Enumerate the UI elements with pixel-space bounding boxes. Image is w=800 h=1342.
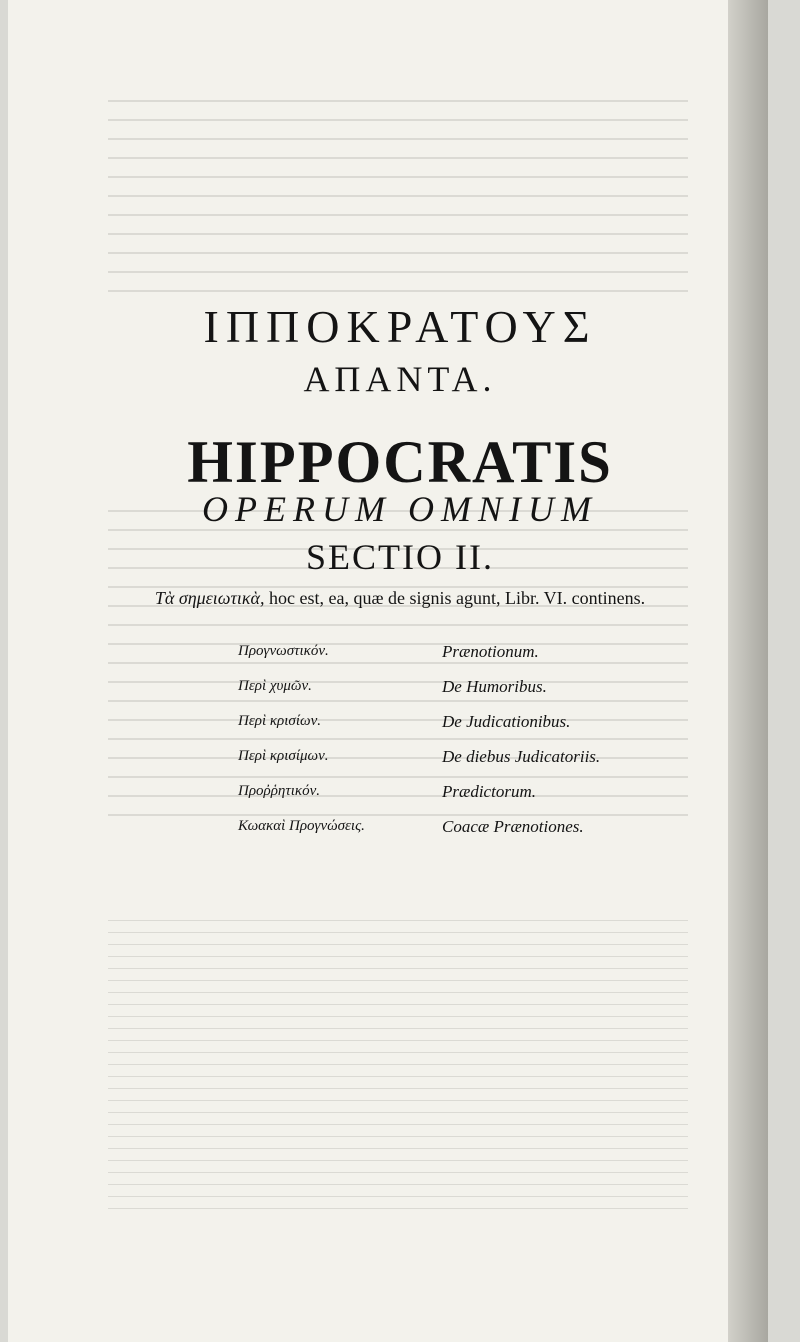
bleed-through-lower — [108, 920, 688, 1220]
contents-row — [238, 704, 638, 739]
intro-line — [0, 588, 800, 609]
intro-latin-text: hoc est, ea, quæ de signis agunt, Libr. VI. continens. — [264, 588, 646, 608]
latin-title: HIPPOCRATIS — [187, 429, 613, 495]
bleed-through-upper — [108, 100, 688, 309]
contents-latin: Prædictorum. — [442, 781, 536, 801]
contents-list — [238, 634, 638, 844]
contents-greek: Προγνωστικόν. — [238, 643, 329, 659]
contents-latin: De Humoribus. — [442, 676, 547, 696]
contents-row — [238, 634, 638, 669]
contents-row — [238, 669, 638, 704]
contents-greek: Περὶ κρισίμων. — [238, 748, 329, 764]
section-heading: SECTIO II. — [306, 537, 494, 577]
contents-greek: Περὶ χυμῶν. — [238, 678, 312, 694]
greek-title: ΙΠΠΟΚΡΑΤΟΥΣ — [203, 301, 597, 352]
greek-subtitle: ΑΠΑΝΤΑ. — [303, 359, 497, 399]
contents-latin: De diebus Judicatoriis. — [442, 746, 601, 766]
contents-row — [238, 774, 638, 809]
contents-greek: Προῤῥητικόν. — [238, 783, 321, 799]
contents-row — [238, 809, 638, 844]
contents-row — [238, 739, 638, 774]
contents-greek: Περὶ κρισίων. — [238, 713, 321, 729]
contents-latin: Coacæ Prænotiones. — [442, 816, 584, 836]
contents-greek: Κωακαὶ Προγνώσεις. — [238, 818, 365, 834]
intro-greek-phrase: Τὰ σημειωτικὰ, — [154, 588, 265, 608]
contents-latin: Prænotionum. — [442, 641, 539, 661]
latin-subtitle: OPERUM OMNIUM — [202, 489, 598, 529]
contents-latin: De Judicationibus. — [442, 711, 571, 731]
page-gutter-shadow — [728, 0, 768, 1342]
